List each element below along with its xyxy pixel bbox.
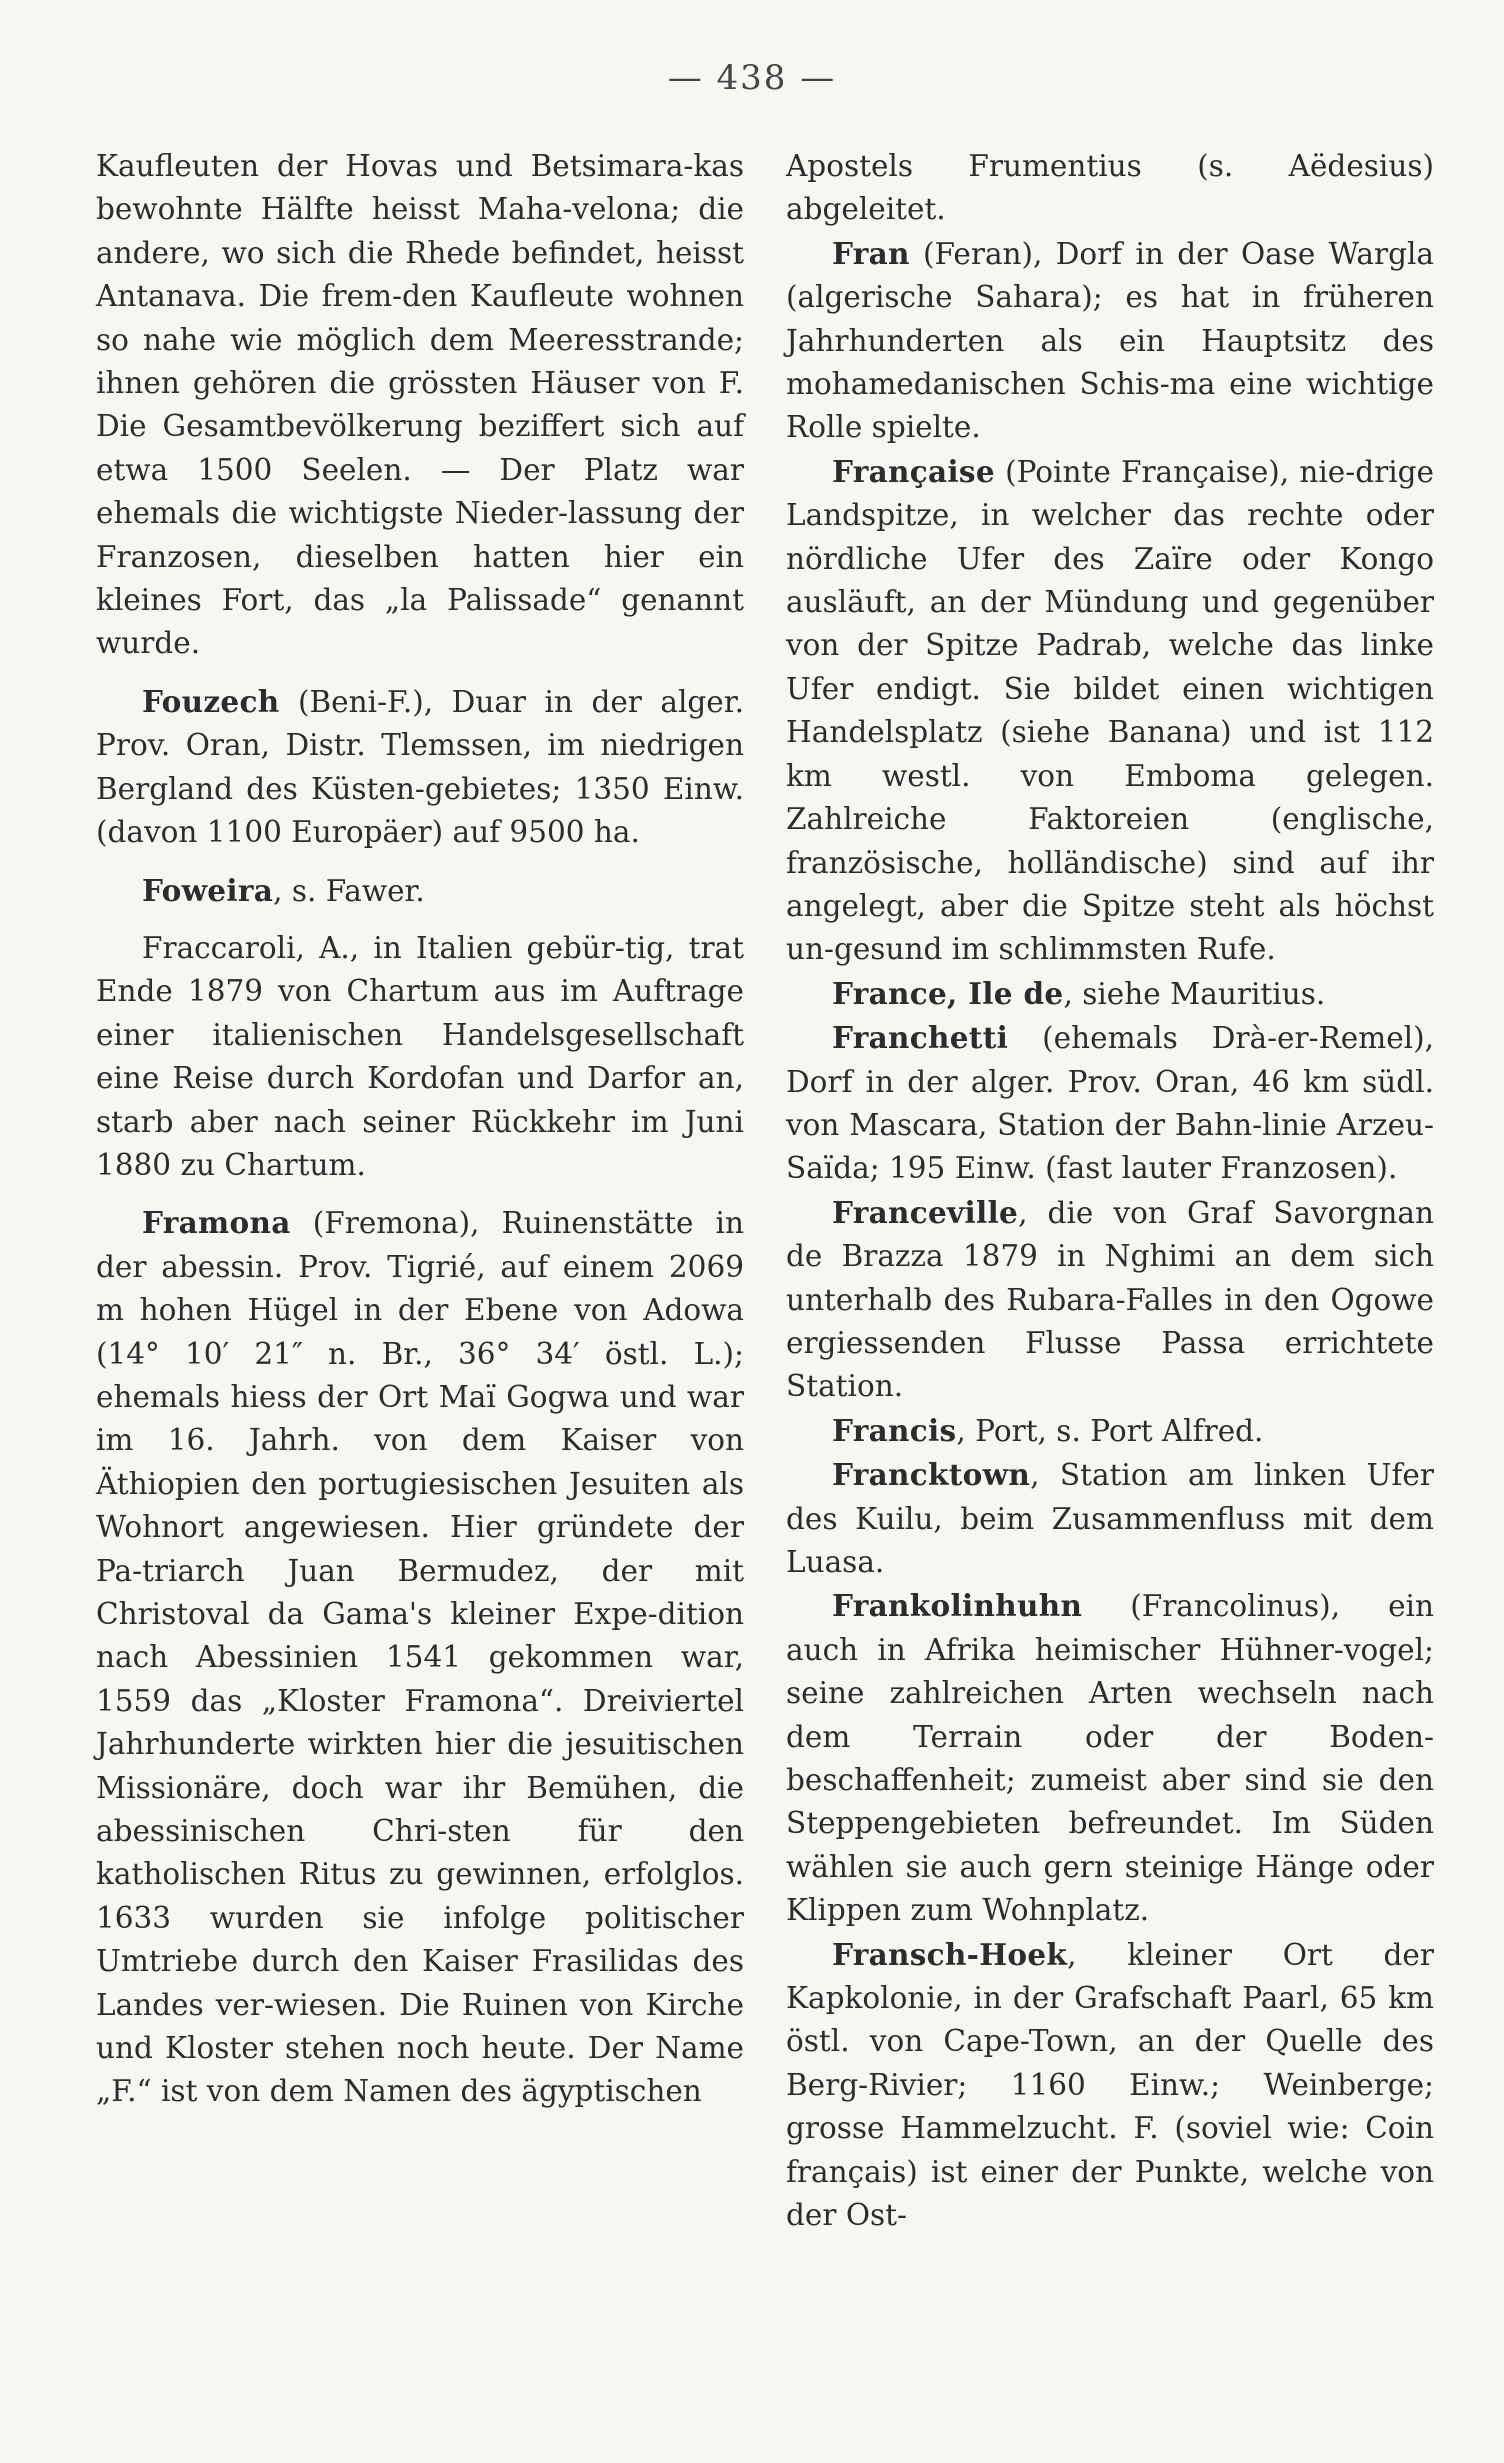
entry-francaise: [786, 450, 1434, 972]
entry-franchetti: [786, 1016, 1434, 1191]
page-number: — 438 —: [667, 58, 837, 98]
headword: Francktown: [832, 1457, 1031, 1493]
entry-foweira: [96, 869, 744, 913]
entry-franceville: [786, 1191, 1434, 1409]
continuation-text: Kaufleuten der Hovas und Betsimara-kas bewohnte Hälfte heisst Maha-velona; die andere, wo sich die Rhede befindet, heisst Antanava. Die frem-den Kaufleute wohnen so nahe wie möglich dem Meeresstrande; ihnen gehören die grössten Häuser von F. Die Gesamtbevölkerung beziffert sich auf etwa 1500 Seelen. — Der Platz war ehemals die wichtigste Nieder-lassung der Franzosen, dieselben hatten hier ein kleines Fort, das „la Palissade“ genannt wurde.: [96, 149, 744, 661]
entry-text: , s. Fawer.: [273, 873, 425, 908]
entry-francis: [786, 1409, 1434, 1453]
entry-france-ile-de: [786, 972, 1434, 1016]
entry-text: , A., in Italien gebür-tig, trat Ende 1879 von Chartum aus im Auftrage einer italienischen Handelsgesellschaft eine Reise durch Kordofan und Darfor an, starb aber nach seiner Rückkehr im Juni 1880 zu Chartum.: [96, 930, 744, 1182]
entry-text: , siehe Mauritius.: [1063, 976, 1326, 1011]
headword: Fouzech: [142, 683, 280, 719]
entry-fran: [786, 232, 1434, 450]
entry-text: (ehemals Drà-er-Remel), Dorf in der alger. Prov. Oran, 46 km südl. von Mascara, Station der Bahn-linie Arzeu-Saïda; 195 Einw. (fast lauter Franzosen).: [786, 1021, 1434, 1186]
entry-text: , Port, s. Port Alfred.: [956, 1413, 1264, 1448]
entry-text: (Beni-F.), Duar in der alger. Prov. Oran, Distr. Tlemssen, im niedrigen Bergland des Küsten-gebietes; 1350 Einw. (davon 1100 Europäer) auf 9500 ha.: [96, 684, 744, 850]
entry-francktown: [786, 1453, 1434, 1584]
headword: Fraccaroli: [142, 930, 296, 965]
headword: Franchetti: [832, 1020, 1009, 1056]
entry-text: , die von Graf Savorgnan de Brazza 1879 in Nghimi an dem sich unterhalb des Rubara-Falles in den Ogowe ergiessenden Flusse Passa errichtete Station.: [786, 1195, 1434, 1404]
entry-fransch-hoek: [786, 1933, 1434, 2238]
headword: Frankolinhuhn: [832, 1588, 1083, 1624]
entry-text: , kleiner Ort der Kapkolonie, in der Grafschaft Paarl, 65 km östl. von Cape-Town, an der Quelle des Berg-Rivier; 1160 Einw.; Weinberge; grosse Hammelzucht. F. (soviel wie: Coin français) ist einer der Punkte, welche von der Ost-: [786, 1937, 1434, 2233]
entry-text: (Pointe Française), nie-drige Landspitze, in welcher das rechte oder nördliche Ufer des Zaïre oder Kongo ausläuft, an der Mündung und gegenüber von der Spitze Padrab, welche das linke Ufer endigt. Sie bildet einen wichtigen Handelsplatz (siehe Banana) und ist 112 km westl. von Emboma gelegen. Zahlreiche Faktoreien (englische, französische, holländische) sind auf ihr angelegt, aber die Spitze steht als höchst un-gesund im schlimmsten Rufe.: [786, 454, 1434, 967]
entry-text: (Fremona), Ruinenstätte in der abessin. Prov. Tigrié, auf einem 2069 m hohen Hügel in der Ebene von Adowa (14° 10′ 21″ n. Br., 36° 34′ östl. L.); ehemals hiess der Ort Maï Gogwa und war im 16. Jahrh. von dem Kaiser von Äthiopien den portugiesischen Jesuiten als Wohnort angewiesen. Hier gründete der Pa-triarch Juan Bermudez, der mit Christoval da Gama's kleiner Expe-dition nach Abessinien 1541 gekommen war, 1559 das „Kloster Framona“. Dreiviertel Jahrhunderte wirkten hier die jesuitischen Missionäre, doch war ihr Bemühen, die abessinischen Chri-sten für den katholischen Ritus zu gewinnen, erfolglos. 1633 wurden sie infolge politischer Umtriebe durch den Kaiser Frasilidas des Landes ver-wiesen. Die Ruinen von Kirche und Kloster stehen noch heute. Der Name „F.“ ist von dem Namen des ägyptischen: [96, 1206, 744, 2109]
headword: Framona: [142, 1205, 291, 1241]
continuation-text: Apostels Frumentius (s. Aëdesius) abgeleitet.: [786, 149, 1434, 227]
headword: France, Ile de: [832, 975, 1064, 1011]
entry-text: (Francolinus), ein auch in Afrika heimischer Hühner-vogel; seine zahlreichen Arten wechseln nach dem Terrain oder der Boden-beschaffenheit; zumeist aber sind sie den Steppengebieten befreundet. Im Süden wählen sie auch gern steinige Hänge oder Klippen zum Wohnplatz.: [786, 1589, 1434, 1928]
right-column: [786, 145, 1434, 2238]
entry-fouzech: [96, 680, 744, 855]
headword: Fransch-Hoek: [832, 1936, 1068, 1972]
headword: Française: [832, 453, 995, 489]
left-column: [96, 145, 744, 2114]
headword: Francis: [832, 1412, 957, 1448]
entry-text: (Feran), Dorf in der Oase Wargla (algerische Sahara); es hat in früheren Jahrhunderten als ein Hauptsitz des mohamedanischen Schis-ma eine wichtige Rolle spielte.: [786, 236, 1434, 445]
entry-framona: [96, 1201, 744, 2114]
headword: Foweira: [142, 872, 274, 908]
headword: Franceville: [832, 1194, 1019, 1230]
entry-frankolinhuhn: [786, 1584, 1434, 1932]
entry-fraccaroli: [96, 927, 744, 1187]
headword: Fran: [832, 235, 910, 271]
entry-text: , Station am linken Ufer des Kuilu, beim Zusammenfluss mit dem Luasa.: [786, 1458, 1434, 1579]
